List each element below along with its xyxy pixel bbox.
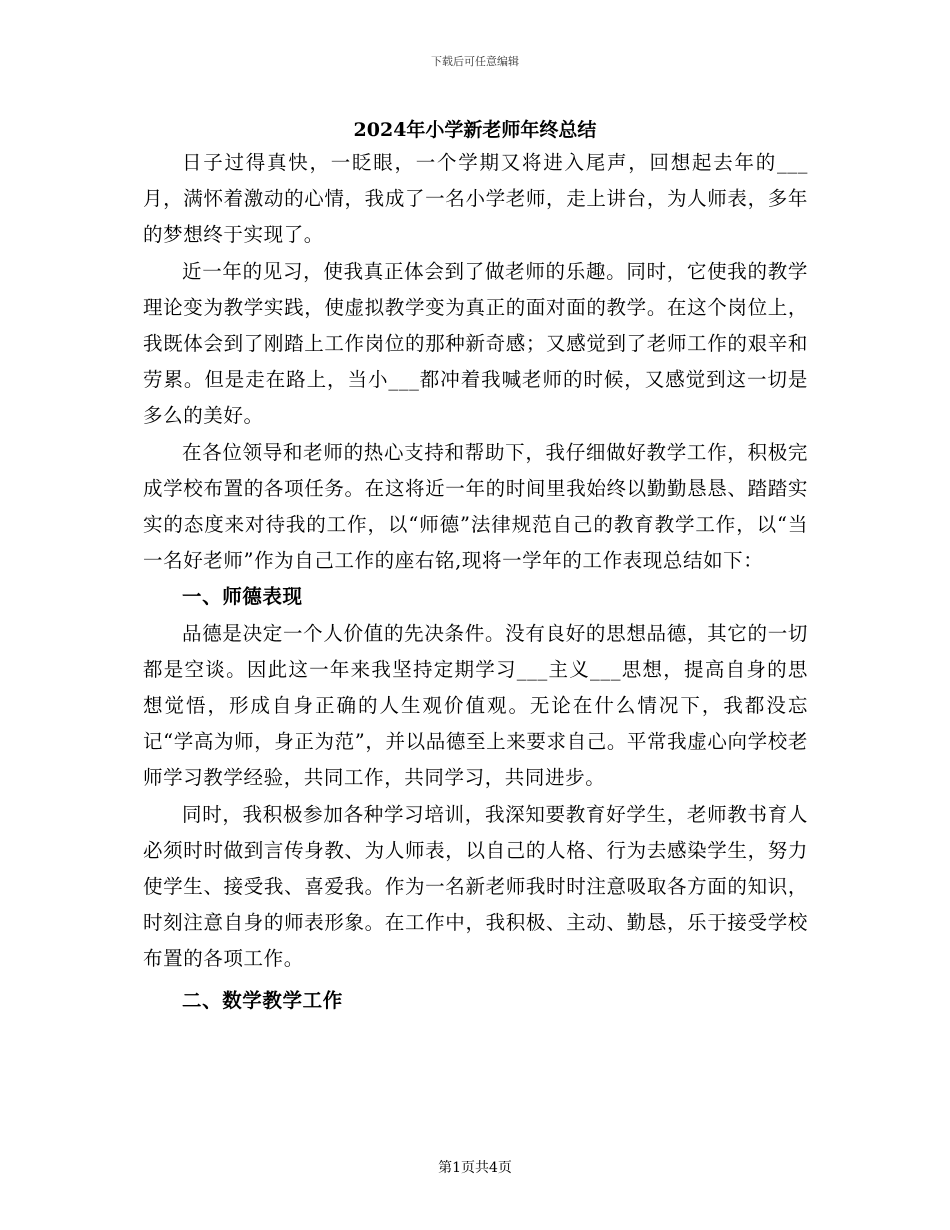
paragraph-summary-intro: 在各位领导和老师的热心支持和帮助下，我仔细做好教学工作，积极完成学校布置的各项任务。在这将近一年的时间里我始终以勤勤恳恳、踏踏实实的态度来对待我的工作，以“师德”法律规范自己的教育教学工作，以“当一名好老师”作为自己工作的座右铭,现将一学年的工作表现总结如下： bbox=[143, 440, 808, 573]
paragraph-ethics-1: 品德是决定一个人价值的先决条件。没有良好的思想品德，其它的一切都是空谈。因此这一年来我坚持定期学习___主义___思想，提高自身的思想觉悟，形成自身正确的人生观价值观。无论在什么情况下，我都没忘记“学高为师，身正为范”，并以品德至上来要求自己。平常我虚心向学校老师学习教学经验，共同工作，共同学习，共同进步。 bbox=[143, 621, 808, 790]
document-title: 2024年小学新老师年终总结 bbox=[353, 119, 597, 141]
paragraph-intro: 日子过得真快，一眨眼，一个学期又将进入尾声，回想起去年的___月，满怀着激动的心情，我成了一名小学老师，走上讲台，为人师表，多年的梦想终于实现了。 bbox=[143, 151, 808, 247]
section-heading-math-teaching: 二、数学教学工作 bbox=[182, 988, 343, 1012]
document-body bbox=[143, 145, 808, 1019]
page-header: 下载后可任意编辑 bbox=[431, 55, 519, 68]
paragraph-ethics-2: 同时，我积极参加各种学习培训，我深知要教育好学生，老师教书育人必须时时做到言传身教、为人师表，以自己的人格、行为去感染学生，努力使学生、接受我、喜爱我。作为一名新老师我时时注意吸取各方面的知识，时刻注意自身的师表形象。在工作中，我积极、主动、勤恳，乐于接受学校布置的各项工作。 bbox=[143, 802, 808, 971]
section-heading-ethics: 一、师德表现 bbox=[182, 585, 303, 609]
page-footer: 第1页共4页 bbox=[438, 1160, 512, 1176]
paragraph-internship: 近一年的见习，使我真正体会到了做老师的乐趣。同时，它使我的教学理论变为教学实践，使虚拟教学变为真正的面对面的教学。在这个岗位上，我既体会到了刚踏上工作岗位的那种新奇感；又感觉到了老师工作的艰辛和劳累。但是走在路上，当小___都冲着我喊老师的时候，又感觉到这一切是多么的美好。 bbox=[143, 259, 808, 428]
